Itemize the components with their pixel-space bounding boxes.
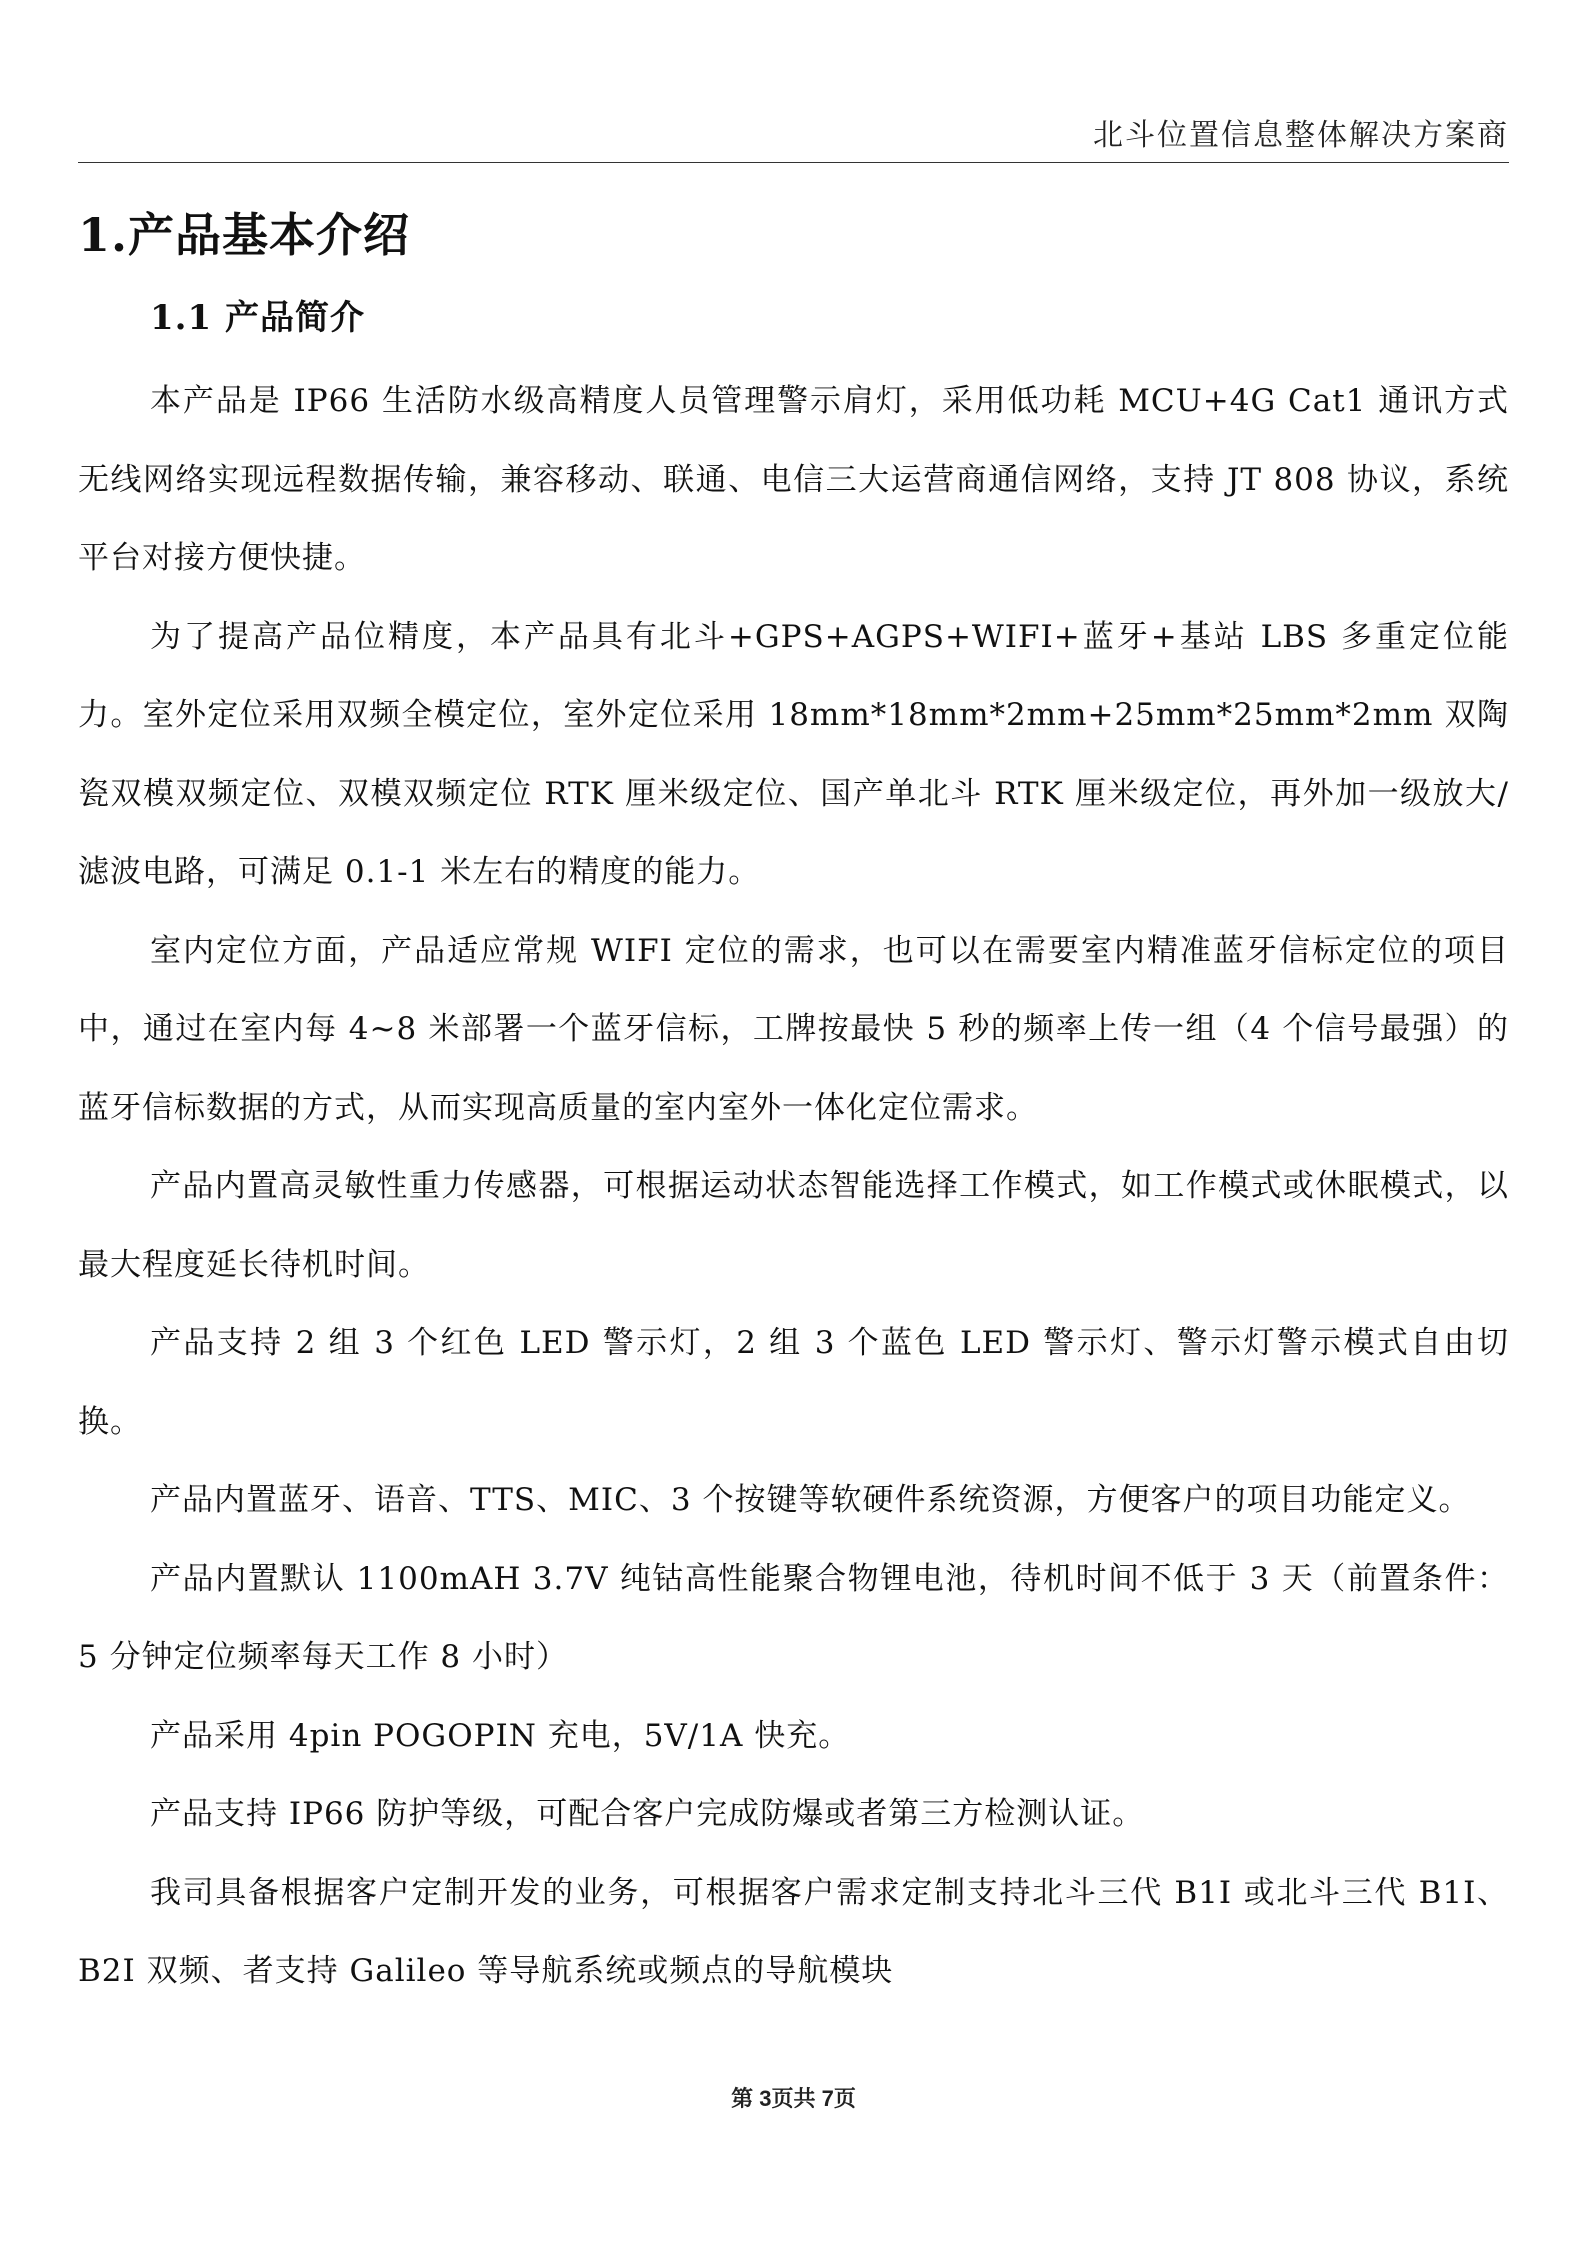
section-heading: 1.产品基本介绍	[78, 208, 411, 262]
paragraph-protection: 产品支持 IP66 防护等级，可配合客户完成防爆或者第三方检测认证。	[150, 1796, 1145, 1832]
paragraph-gravity-sensor: 产品内置高灵敏性重力传感器，可根据运动状态智能选择工作模式，如工作模式或休眠模式，以最大程度延长待机时间。	[78, 1168, 1509, 1283]
paragraph-warning-lights: 产品支持 2 组 3 个红色 LED 警示灯，2 组 3 个蓝色 LED 警示灯、警示灯警示模式自由切换。	[78, 1325, 1509, 1440]
page-number: 第 3页共 7页	[731, 2086, 856, 2111]
paragraph-positioning: 为了提高产品位精度，本产品具有北斗+GPS+AGPS+WIFI+蓝牙+基站 LBS 多重定位能力。室外定位采用双频全模定位，室外定位采用 18mm*18mm*2mm+25mm*25mm*2mm 双陶瓷双模双频定位、双模双频定位 RTK 厘米级定位、国产单北斗 RTK 厘米级定位，再外加一级放大/滤波电路，可满足 0.1-1 米左右的精度的能力。	[78, 618, 1509, 890]
paragraph-intro: 本产品是 IP66 生活防水级高精度人员管理警示肩灯，采用低功耗 MCU+4G Cat1 通讯方式无线网络实现远程数据传输，兼容移动、联通、电信三大运营商通信网络，支持 JT 808 协议，系统平台对接方便快捷。	[78, 383, 1509, 576]
paragraph-customization: 我司具备根据客户定制开发的业务，可根据客户需求定制支持北斗三代 B1I 或北斗三代 B1I、B2I 双频、者支持 Galileo 等导航系统或频点的导航模块	[78, 1874, 1509, 1989]
subsection-heading: 1.1 产品简介	[150, 298, 365, 338]
paragraph-indoor-positioning: 室内定位方面，产品适应常规 WIFI 定位的需求，也可以在需要室内精准蓝牙信标定位的项目中，通过在室内每 4~8 米部署一个蓝牙信标，工牌按最快 5 秒的频率上传一组（4 个信号最强）的蓝牙信标数据的方式，从而实现高质量的室内室外一体化定位需求。	[78, 932, 1509, 1126]
paragraph-battery: 产品内置默认 1100mAH 3.7V 纯钴高性能聚合物锂电池，待机时间不低于 3 天（前置条件：5 分钟定位频率每天工作 8 小时）	[78, 1560, 1509, 1675]
paragraph-system-resources: 产品内置蓝牙、语音、TTS、MIC、3 个按键等软硬件系统资源，方便客户的项目功能定义。	[150, 1482, 1471, 1518]
page-header	[78, 110, 1509, 163]
page-footer	[0, 2082, 1587, 2113]
document-body	[78, 200, 1509, 2011]
paragraph-charging: 产品采用 4pin POGOPIN 充电，5V/1A 快充。	[150, 1717, 851, 1754]
header-company-tagline: 北斗位置信息整体解决方案商	[1093, 118, 1509, 153]
